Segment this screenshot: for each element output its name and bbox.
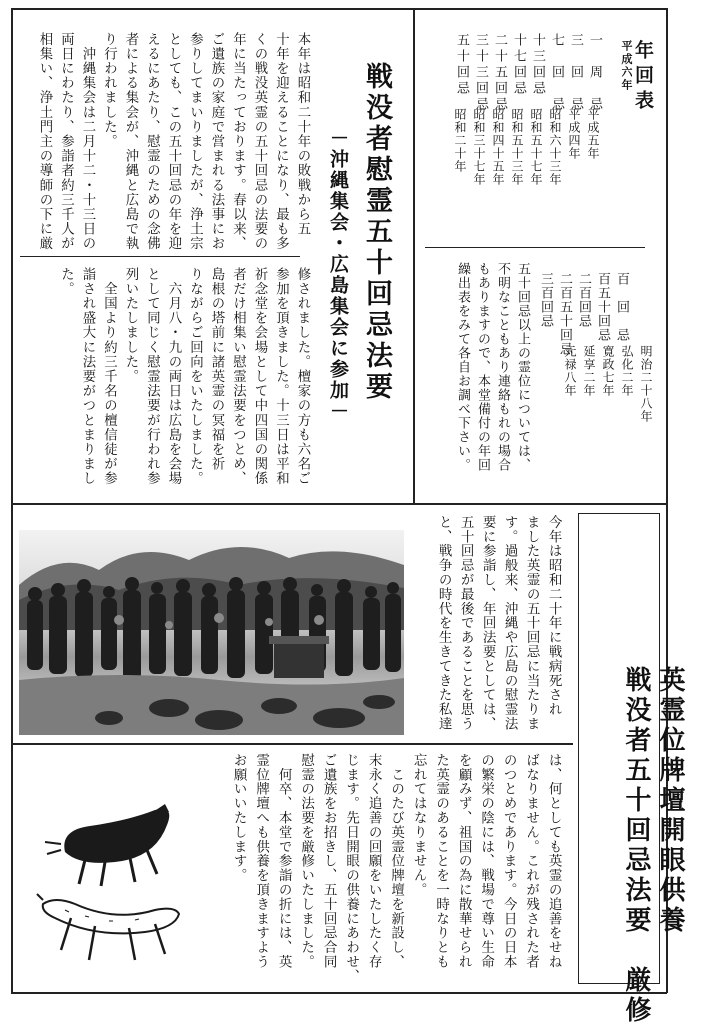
nenkai-row-name: 十三回忌	[530, 33, 545, 97]
article1-line: 両日にわたり、参詣者約三千人が	[58, 32, 74, 251]
nenkai-row-name: 七 回 忌	[549, 33, 564, 113]
article1-line: 年に当たっております。春以来、	[230, 32, 246, 251]
vertical-divider-top	[413, 8, 415, 504]
article2-line: す。過般来、沖縄や広島の慰霊法	[501, 515, 518, 731]
article1-line: 修されました。檀家の方も六名ご	[295, 267, 310, 486]
article1-line: 十年を迎えることになり、最も多	[273, 32, 289, 251]
article2-line: このたび英霊位牌壇を新設し、	[388, 753, 405, 969]
nenkai-row-name: 三 回 忌	[568, 33, 583, 113]
article2-line: 要に参詣し、年回法要としては、	[479, 515, 496, 731]
obon-illustration	[35, 800, 185, 970]
nenkai-row-name: 二百回忌	[576, 272, 591, 328]
horizontal-divider-middle	[11, 503, 667, 505]
article1-line: としても、この五十回忌の年を迎	[166, 32, 181, 251]
nenkai-row-date: 昭和四十五年	[491, 108, 505, 186]
article1-line: 者による集会が、沖縄と広島で執	[123, 32, 138, 251]
article1-line: 相集い、浄土門主の導師の下に厳	[37, 32, 52, 251]
nenkai-row-date: 昭和五十三年	[510, 108, 524, 186]
article1-line: た。	[58, 267, 74, 297]
article1-title: 戦没者慰霊五十回忌法要	[361, 62, 392, 403]
article2-title	[585, 530, 721, 1026]
nenkai-row-name: 五十回忌	[454, 33, 469, 97]
article1-line: りながらご回向をいたしました。	[187, 267, 203, 486]
nenkai-row-name: 百 回 忌	[614, 272, 629, 342]
article1-line: えるにあたり、慰霊のための念佛	[144, 32, 160, 251]
article1-inner-divider	[20, 256, 300, 257]
article2-line: 今年は昭和二十年に戦病死され	[545, 515, 562, 717]
article1-line: 参加を頂きました。十三日は平和	[273, 267, 289, 486]
nenkai-row-date: 平成四年	[567, 108, 581, 160]
nenkai-row-name: 百五十回忌	[595, 272, 610, 342]
article1-line: 本年は昭和二十年の敗戦から五	[295, 32, 310, 237]
article2-title-line-1: 英霊位牌壇開眼供養	[655, 666, 685, 936]
article2-line: の繁栄の陰には、戦場で尊い生命	[478, 753, 495, 969]
article2-line: た英霊のあることを一時なりとも	[433, 753, 450, 969]
article1-line: 沖縄集会は二月十二・十三日の	[80, 32, 95, 251]
article1-line: り行われました。	[101, 32, 117, 149]
nenkai-note-line: 五十回忌以上の霊位については、	[515, 262, 530, 472]
nenkai-row-name: 三百回忌	[538, 272, 553, 328]
nenkai-row-date: 元禄八年	[563, 345, 577, 397]
ceremony-photo-graphic	[19, 530, 404, 735]
nenkai-row-name: 十七回忌	[511, 33, 526, 97]
article2-line: 五十回忌が最後であることを思う	[457, 515, 474, 731]
article1-line: 六月八・九の両日は広島を会場	[166, 267, 181, 486]
article2-line: ご遺族をお招きし、五十回忌合同	[320, 753, 337, 969]
article1-line: くの戦没英霊の五十回忌の法要の	[252, 32, 267, 251]
nenkai-row-date: 弘化二年	[620, 345, 634, 397]
nenkai-note-line: 繰出表をみて各自お調べ下さい。	[455, 262, 470, 472]
nenkai-row-name: 二百五十回忌	[557, 272, 572, 356]
article2-line: 何卒、本堂で参詣の折には、英	[275, 753, 292, 969]
cucumber-horse-icon	[37, 894, 179, 960]
article2-line: 忘れてはなりません。	[410, 753, 427, 897]
article1-line: として同じく慰霊法要が行われ参	[144, 267, 160, 486]
nenkai-row-name: 三十三回忌	[473, 33, 488, 113]
article2-line: 末永く追善の回願をいたしたく存	[365, 753, 382, 969]
nenkai-row-date: 延享二年	[582, 345, 596, 397]
article2-line: ばなりません。これが残された者	[523, 753, 540, 969]
nenkai-table-divider	[425, 247, 645, 248]
article1-subtitle: －沖縄集会・広島集会に参加－	[327, 128, 349, 422]
nenkai-row-date: 平成五年	[586, 108, 600, 160]
nenkai-row-name: 二十五回忌	[492, 33, 507, 113]
nenkai-row-name: 一 周 忌	[587, 33, 602, 113]
article1-line: ご遺族の家庭で営まれる法事にお	[209, 32, 224, 251]
article2-line: のつとめであります。今日の日本	[500, 753, 517, 969]
article2-line: お願いいたします。	[230, 753, 247, 883]
article2-line: を顧みず、祖国の為に散華せられ	[455, 753, 472, 969]
nenkai-title: 年回表	[632, 40, 654, 115]
article1-line: 島根の塔前に諸英霊の冥福を祈	[209, 267, 224, 472]
article2-line: は、何としても英霊の追善をせね	[545, 753, 562, 969]
nenkai-note-line: 不明なこともあり連絡もれの場合	[495, 262, 510, 472]
article1-line: 者だけ相集い慰霊法要をつとめ、	[230, 267, 246, 486]
article1-line: 祈念堂を会場として中四国の関係	[252, 267, 267, 486]
left-border	[11, 8, 13, 993]
nenkai-row-date: 昭和三十七年	[472, 108, 486, 186]
nenkai-note-line: もありますので、本堂備付の年回	[475, 262, 490, 472]
horizontal-divider-lower	[11, 743, 573, 745]
bottom-border	[11, 992, 667, 994]
nenkai-row-date: 昭和六十三年	[548, 108, 562, 186]
nenkai-era: 平成六年	[620, 40, 633, 92]
article2-line: ました英霊の五十回忌に当たりま	[523, 515, 540, 731]
article1-line: 参りしてまいりましたが、浄土宗	[187, 32, 203, 251]
article2-title-line-2: 戦没者五十回忌法要 厳修	[621, 666, 651, 1026]
nenkai-row-date: 寛政七年	[601, 345, 615, 397]
article1-line: 全国より約三千名の檀信徒が参	[101, 267, 117, 486]
article2-line: じます。先日開眼の供養にあわせ、	[343, 753, 360, 984]
article2-line: 霊位牌壇へも供養を頂きますよう	[253, 753, 270, 969]
article1-line: 列いたしました。	[123, 267, 138, 384]
eggplant-horse-icon	[45, 804, 169, 886]
article1-line: 詣され盛大に法要がつとまりまし	[80, 267, 95, 486]
article2-line: と、戦争の時代を生きてきた私達	[435, 515, 452, 731]
top-border	[11, 8, 667, 10]
article2-line: 慰霊の法要を厳修いたしました。	[298, 753, 315, 969]
ceremony-photo	[19, 530, 404, 735]
nenkai-row-date: 昭和二十年	[453, 108, 467, 173]
nenkai-row-date: 昭和五十七年	[529, 108, 543, 186]
nenkai-row-date: 明治二十八年	[639, 345, 653, 423]
